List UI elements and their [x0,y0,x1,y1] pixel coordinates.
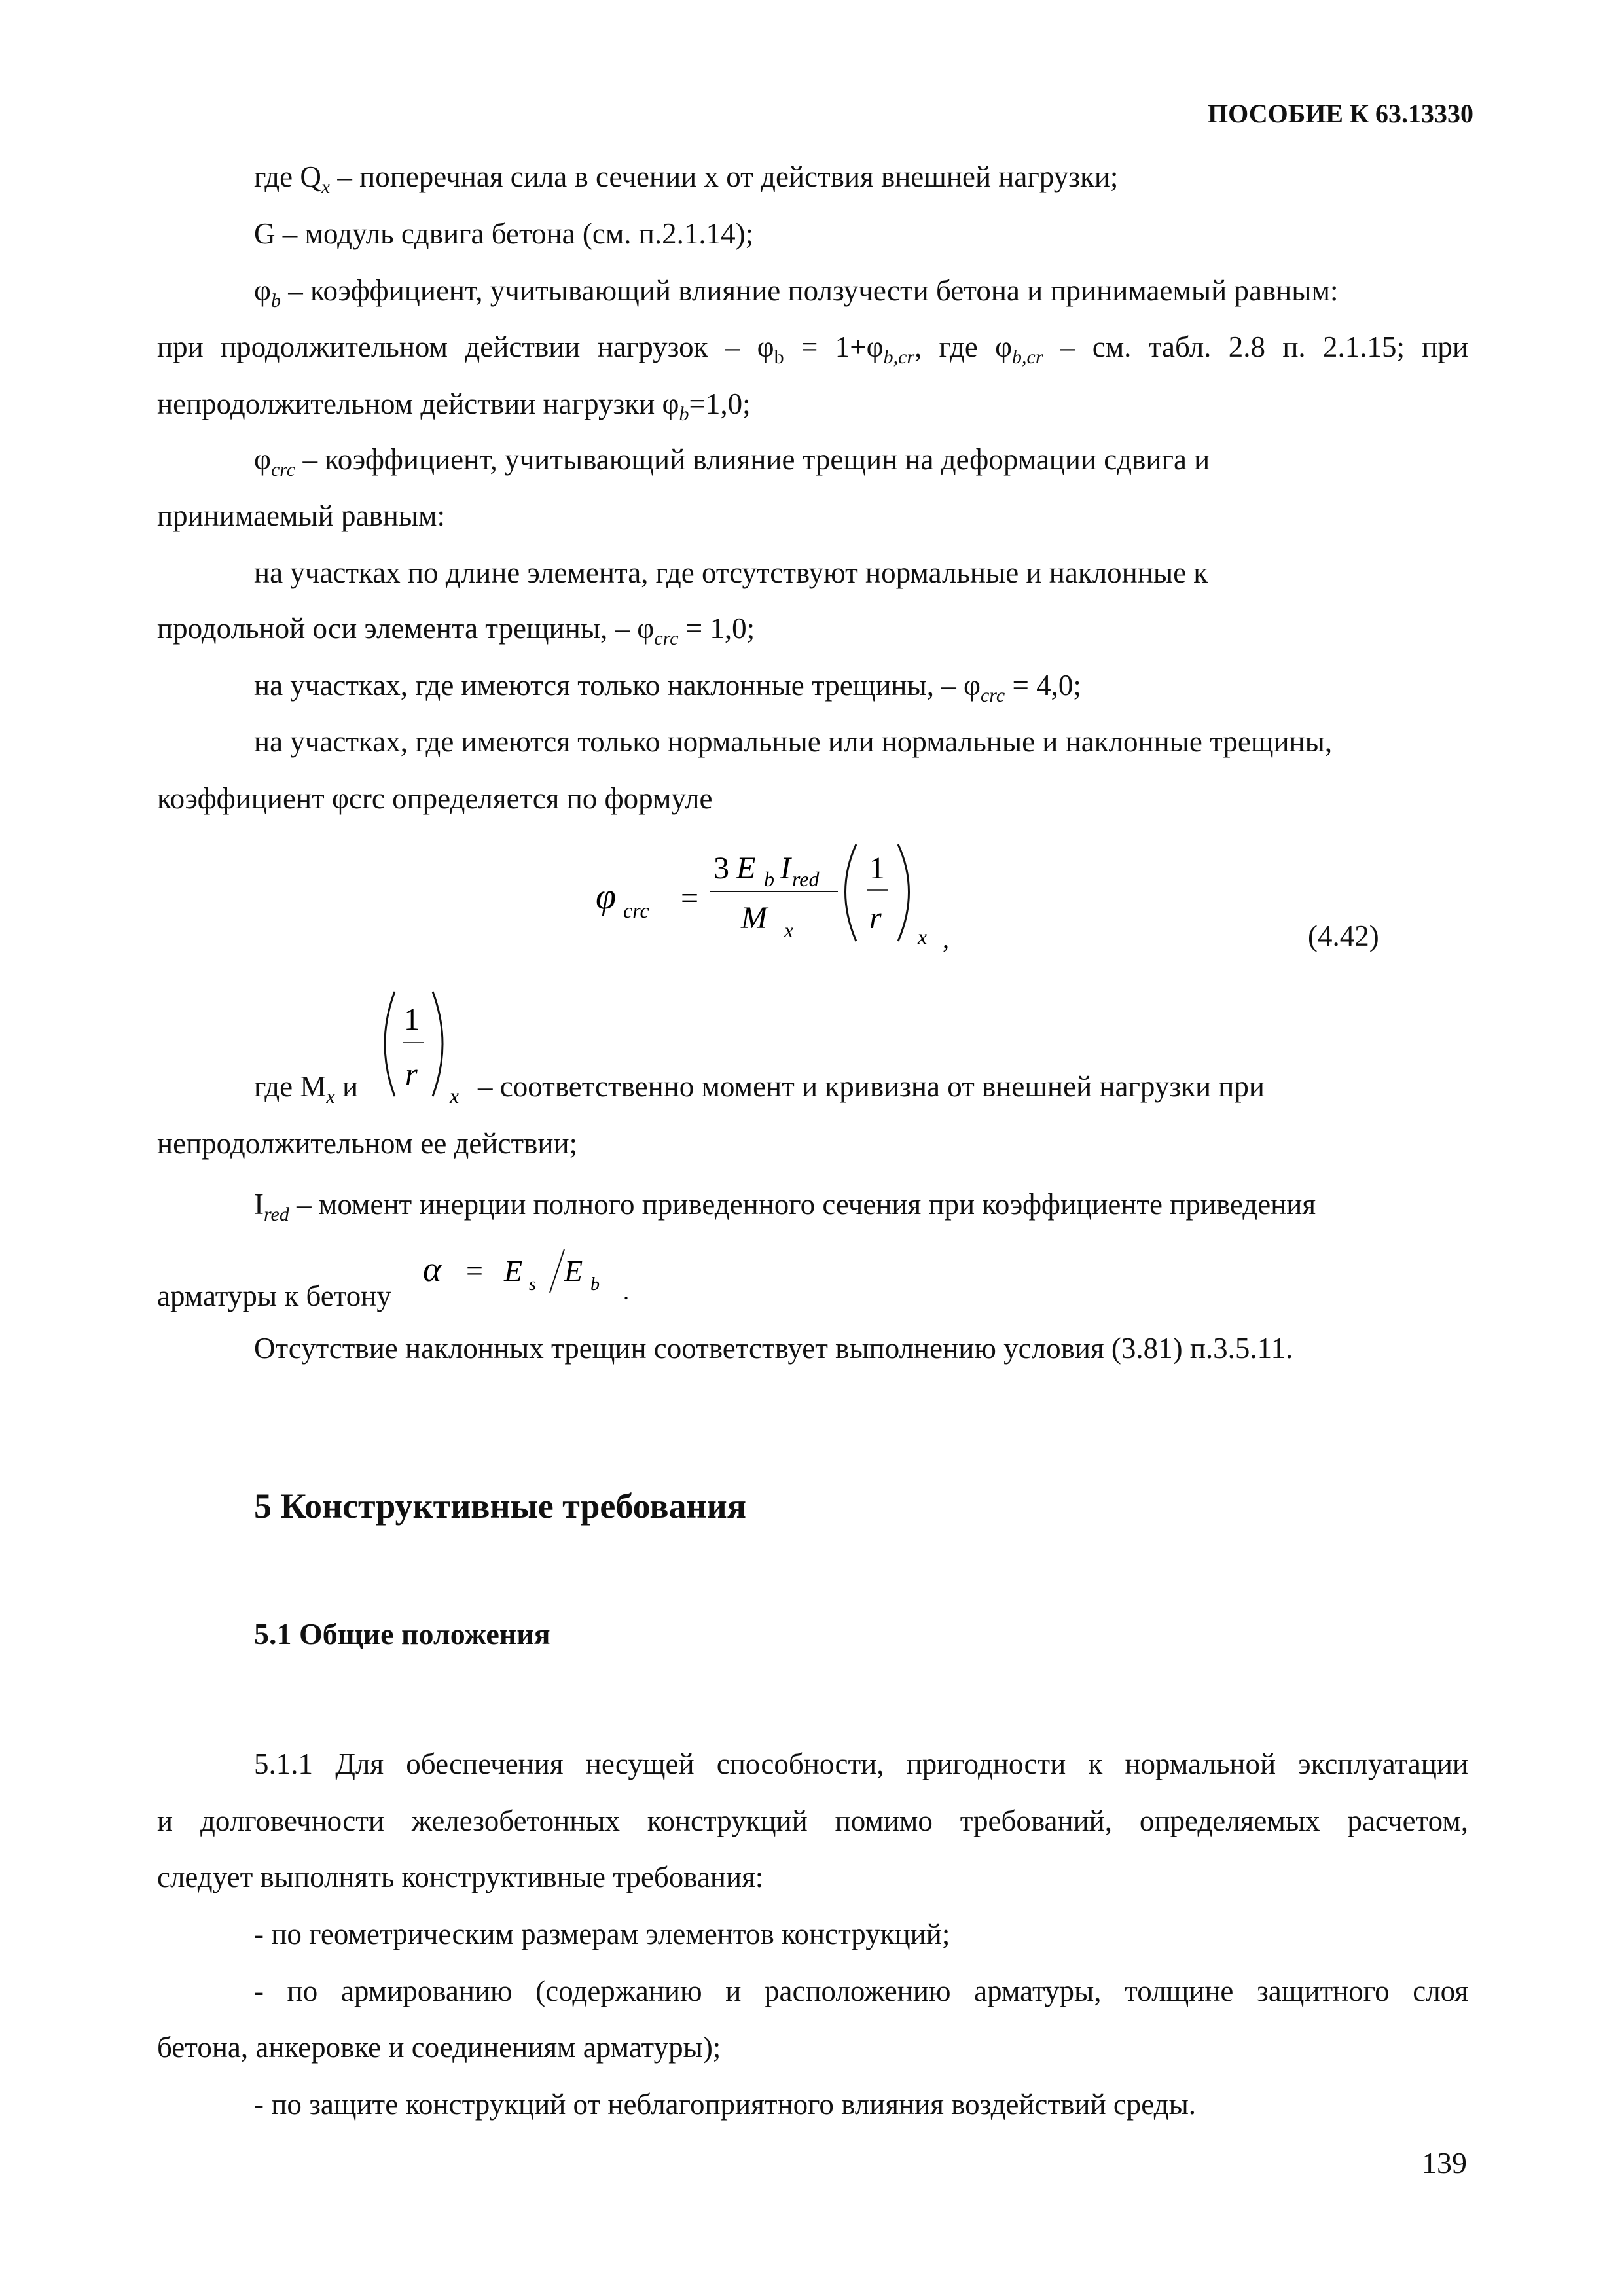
formula-den-M-sub: x [784,918,794,942]
list-item-reinforcement: - по армированию (содержанию и расположению арматуры, толщине защитного слоя [254,1975,1468,2007]
line-phi-b-definition: $\varphi_b$ – коэффициент, учитывающий влияние ползучести бетона и принимаемый равным: [254,274,1339,312]
line-qx-definition: где $Q_x$ – поперечная сила в сечении х от действия внешней нагрузки; [254,160,1119,198]
formula-num-I-sub: red [792,867,820,891]
line-g-definition: G – модуль сдвига бетона (см. п.2.1.14); [254,217,754,250]
para-5-1-1-line1: 5.1.1 Для обеспечения несущей способности, пригодности к нормальной эксплуатации [254,1748,1468,1780]
document-header: ПОСОБИЕ К 63.13330 [1208,99,1473,128]
formula-number: (4.42) [1308,920,1379,952]
list-item-reinforcement-cont: бетона, анкеровке и соединениям арматуры); [157,2031,721,2064]
line-formula-intro: коэффициент φcrc определяется по формуле [157,782,713,815]
curvature-right-paren [433,992,442,1096]
alpha-slash [550,1249,564,1293]
formula-frac-sub: x [918,925,928,948]
formula-num-E-sub: b [764,867,774,891]
page-number: 139 [1422,2146,1467,2179]
curvature-sub: x [450,1084,460,1107]
line-sections-no-cracks: на участках по длине элемента, где отсутствуют нормальные и наклонные к [254,556,1208,589]
formula-equals: = [681,881,699,916]
formula-num-E: E [736,851,756,886]
line-no-inclined-cracks: Отсутствие наклонных трещин соответствует выполнению условия (3.81) п.3.5.11. [254,1332,1293,1365]
line-accepted-equal: принимаемый равным: [157,499,446,532]
formula-frac-r: r [869,901,882,935]
section-title: 5 Конструктивные требования [254,1486,746,1526]
formula-left-paren [846,844,857,941]
formula-lhs: φ [596,876,616,917]
curvature-one: 1 [404,1002,420,1037]
alpha-equals: = [466,1254,483,1287]
alpha-dot: . [623,1278,629,1304]
formula-comma: , [943,924,949,954]
line-phi-crc-definition: $\varphi_{crc}$ – коэффициент, учитывающий влияние трещин на деформации сдвига и [254,443,1210,480]
line-mx-and: где $M_x$ и [254,1070,359,1107]
alpha-Eb: E [564,1254,583,1287]
alpha-symbol: α [423,1249,442,1289]
formula-4-42 [576,831,995,962]
formula-frac-1: 1 [869,851,885,886]
line-phi-crc-1: продольной оси элемента трещины, – $\varphi_{crc} = 1,0$; [157,612,755,649]
alpha-Es: E [504,1254,523,1287]
curvature-r: r [405,1057,418,1092]
line-respectively: – соответственно момент и кривизна от внешней нагрузки при [478,1070,1265,1103]
line-normal-cracks: на участках, где имеются только нормальные или нормальные и наклонные трещины, [254,725,1333,758]
line-phi-crc-4: на участках, где имеются только наклонные трещины, – $\varphi_{crc} = 4,0$; [254,669,1081,706]
list-item-protection: - по защите конструкций от неблагоприятного влияния воздействий среды. [254,2088,1197,2121]
list-item-geometry: - по геометрическим размерам элементов конструкций; [254,1918,950,1950]
line-phi-b-long-term: при продолжительном действии нагрузок – $\varphi_b = 1+\varphi_{b,cr}$, где $\varphi_{b,cr}$ – см. табл. 2.8 п. 2.1.15; при [157,331,1469,368]
formula-den-M: M [741,901,767,935]
formula-lhs-sub: crc [623,899,649,922]
formula-right-paren [898,844,909,941]
alpha-Eb-sub: b [590,1274,600,1295]
para-5-1-1-line3: следует выполнять конструктивные требования: [157,1861,764,1893]
para-5-1-1-line2: и долговечности железобетонных конструкций помимо требований, определяемых расчетом, [157,1804,1468,1837]
line-short-term-action: непродолжительном ее действии; [157,1127,578,1160]
formula-num-I: I [780,851,791,886]
line-ired-definition: $I_{red}$ – момент инерции полного приведенного сечения при коэффициенте приведения [254,1188,1316,1225]
alpha-formula [419,1240,655,1312]
formula-num-3: 3 [713,851,729,886]
line-reinforcement-to-concrete: арматуры к бетону [157,1280,391,1312]
subsection-title: 5.1 Общие положения [254,1617,550,1651]
inline-curvature [376,985,468,1109]
alpha-Es-sub: s [529,1274,536,1295]
curvature-left-paren [385,992,395,1096]
line-phi-b-short-term: непродолжительном действии нагрузки $\varphi_b=1,0$; [157,387,751,425]
